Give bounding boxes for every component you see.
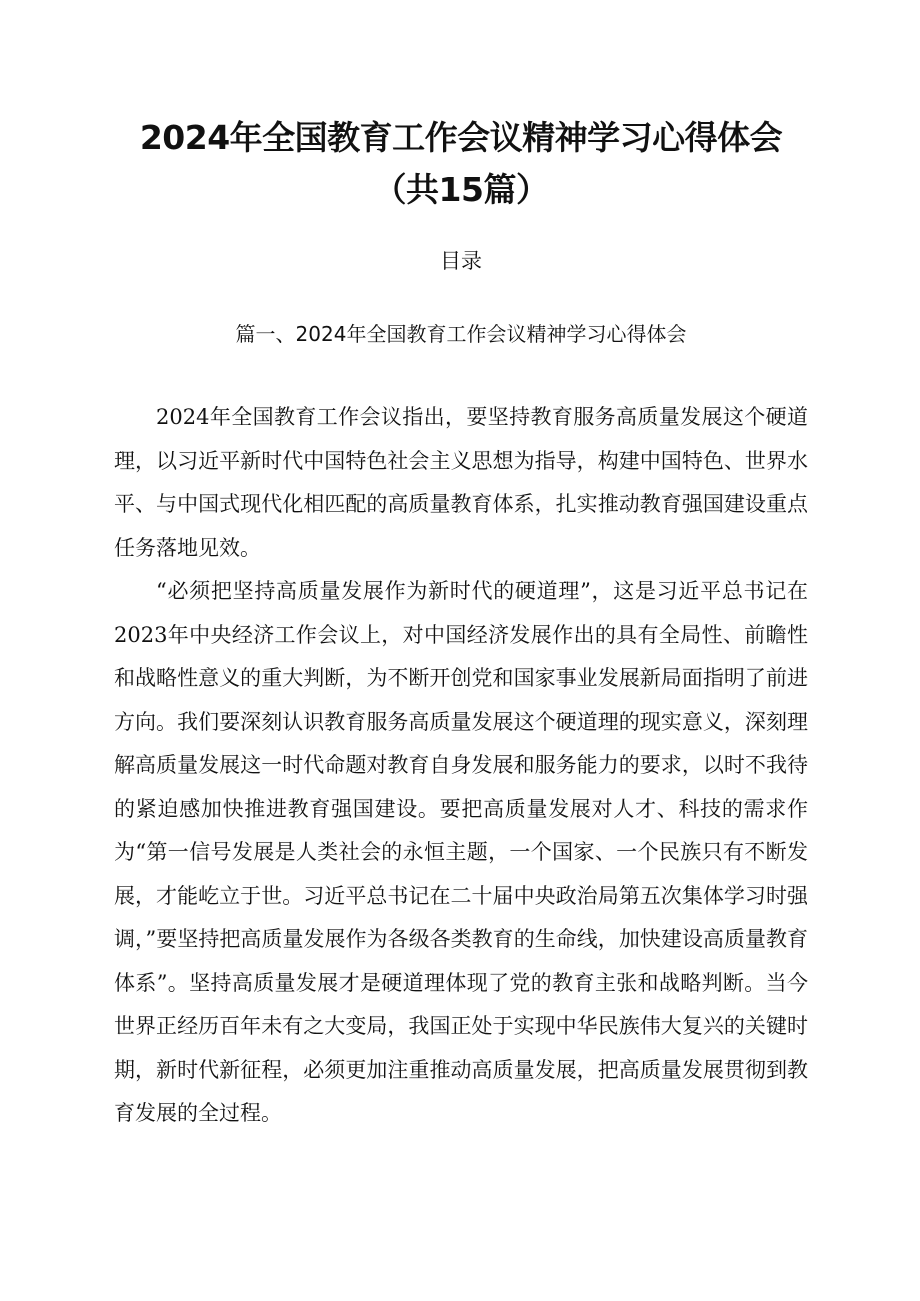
toc-heading: 目录 <box>440 249 482 273</box>
toc-item: 篇一、2024年全国教育工作会议精神学习心得体会 <box>235 322 687 346</box>
paragraph: 2024年全国教育工作会议指出，要坚持教育服务高质量发展这个硬道理，以习近平新时代中国特色社会主义思想为指导，构建中国特色、世界水平、与中国式现代化相匹配的高质量教育体系，扎实推动教育强国建设重点任务落地见效。 <box>114 405 808 560</box>
paragraph: “必须把坚持高质量发展作为新时代的硬道理”，这是习近平总书记在2023年中央经济工作会议上，对中国经济发展作出的具有全局性、前瞻性和战略性意义的重大判断，为不断开创党和国家事业发展新局面指明了前进方向。我们要深刻认识教育服务高质量发展这个硬道理的现实意义，深刻理解高质量发展这一时代命题对教育自身发展和服务能力的要求，以时不我待的紧迫感加快推进教育强国建设。要把高质量发展对人才、科技的需求作为“第一信号发展是人类社会的永恒主题，一个国家、一个民族只有不断发展，才能屹立于世。习近平总书记在二十届中央政治局第五次集体学习时强调，”要坚持把高质量发展作为各级各类教育的生命线，加快建设高质量教育体系”。坚持高质量发展才是硬道理体现了党的教育主张和战略判断。当今世界正经历百年未有之大变局，我国正处于实现中华民族伟大复兴的关键时期，新时代新征程，必须更加注重推动高质量发展，把高质量发展贯彻到教育发展的全过程。 <box>114 579 808 1125</box>
body-text <box>114 396 808 1136</box>
document-title: 2024年全国教育工作会议精神学习心得体会（共15篇） <box>139 118 783 209</box>
